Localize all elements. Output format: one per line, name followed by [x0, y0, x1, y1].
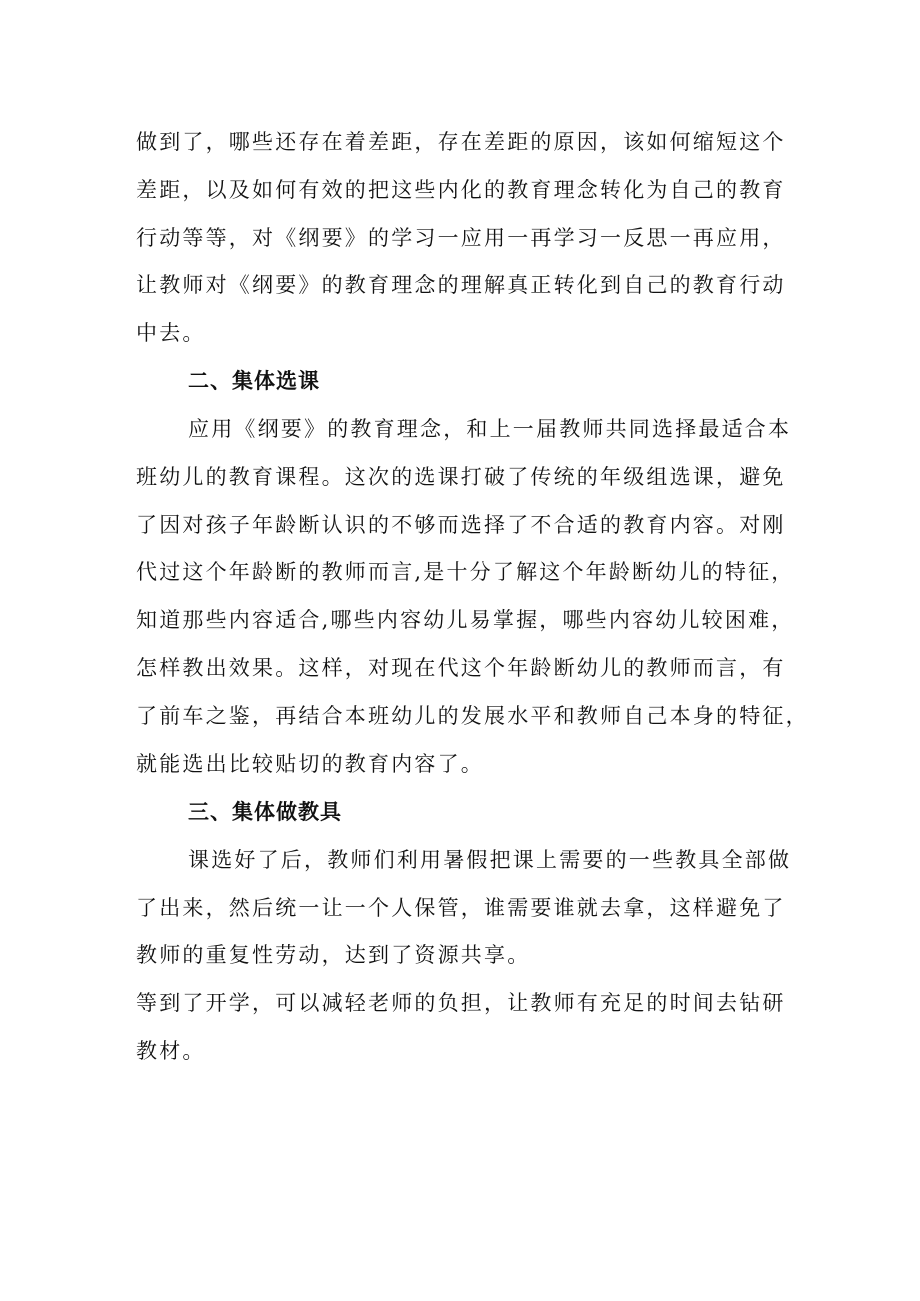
paragraph-line: 教师的重复性劳动，达到了资源共享。	[136, 943, 531, 967]
paragraph-line: 让教师对《纲要》的教育理念的理解真正转化到自己的教育行动	[136, 273, 786, 297]
paragraph-line: 教材。	[136, 1039, 206, 1063]
paragraph-line: 就能选出比较贴切的教育内容了。	[136, 752, 484, 776]
paragraph-line: 差距，以及如何有效的把这些内化的教育理念转化为自己的教育	[136, 178, 786, 202]
paragraph-line: 了前车之鉴，再结合本班幼儿的发展水平和教师自己本身的特征，	[136, 704, 809, 728]
section-heading-2: 二、集体选课	[188, 369, 320, 393]
paragraph-line: 中去。	[136, 321, 206, 345]
paragraph-line: 行动等等，对《纲要》的学习一应用一再学习一反思一再应用，	[136, 226, 786, 250]
paragraph-line: 做到了，哪些还存在着差距，存在差距的原因，该如何缩短这个	[136, 130, 786, 154]
paragraph-line: 了出来，然后统一让一个人保管，谁需要谁就去拿，这样避免了	[136, 896, 786, 920]
paragraph-line: 应用《纲要》的教育理念，和上一届教师共同选择最适合本	[188, 417, 792, 441]
paragraph-line: 知道那些内容适合,哪些内容幼儿易掌握，哪些内容幼儿较困难，	[136, 608, 795, 632]
paragraph-line: 怎样教出效果。这样，对现在代这个年龄断幼儿的教师而言，有	[136, 656, 786, 680]
paragraph-line: 等到了开学，可以减轻老师的负担，让教师有充足的时间去钻研	[136, 991, 786, 1015]
paragraph-line: 了因对孩子年龄断认识的不够而选择了不合适的教育内容。对刚	[136, 513, 786, 537]
paragraph-line: 代过这个年龄断的教师而言,是十分了解这个年龄断幼儿的特征，	[136, 560, 795, 584]
section-heading-3: 三、集体做教具	[188, 800, 342, 824]
paragraph-line: 班幼儿的教育课程。这次的选课打破了传统的年级组选课，避免	[136, 465, 786, 489]
paragraph-line: 课选好了后，教师们利用暑假把课上需要的一些教具全部做	[188, 848, 792, 872]
